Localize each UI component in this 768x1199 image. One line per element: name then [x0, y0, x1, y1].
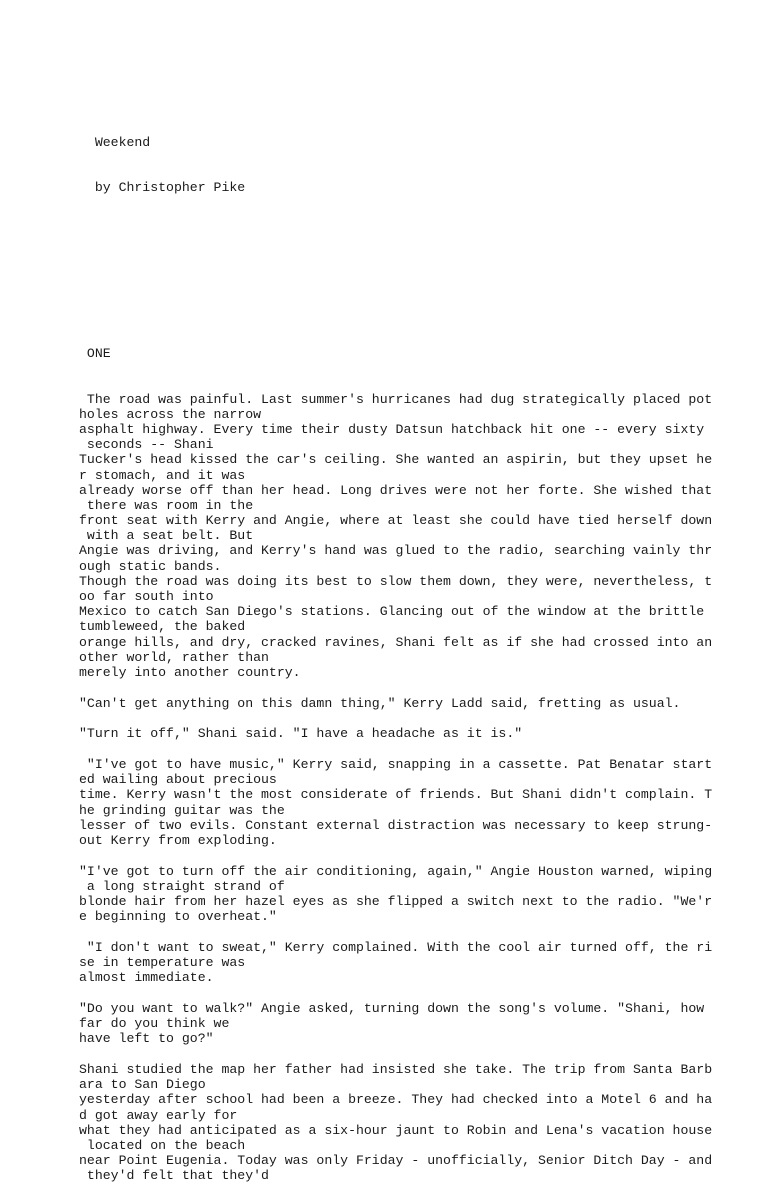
text-line: oo far south into	[79, 589, 214, 604]
text-line: located on the beach	[79, 1137, 246, 1153]
text-line: e beginning to overheat."	[79, 909, 277, 925]
paragraph-gap	[79, 742, 759, 758]
text-line: asphalt highway. Every time their dusty Datsun hatchback hit one -- every sixty	[79, 421, 705, 437]
body-text	[79, 392, 759, 1184]
text-line: d got away early for	[79, 1107, 238, 1123]
text-line: far do you think we	[79, 1016, 230, 1032]
paragraph	[79, 864, 759, 925]
text-line: r stomach, and it was	[79, 467, 246, 483]
text-line: seconds -- Shani	[79, 437, 214, 453]
text-line: "I don't want to sweat," Kerry complained. With the cool air turned off, the ri	[79, 939, 713, 955]
text-line: lesser of two evils. Constant external distraction was necessary to keep strung-	[79, 817, 713, 833]
chapter-heading: ONE	[79, 346, 111, 362]
document-page	[79, 75, 759, 1199]
text-line: Shani studied the map her father had insisted she take. The trip from Santa Barb	[79, 1062, 713, 1077]
text-line: Though the road was doing its best to slow them down, they were, nevertheless, t	[79, 573, 713, 589]
text-line: near Point Eugenia. Today was only Friday - unofficially, Senior Ditch Day - and	[79, 1153, 713, 1169]
text-line: se in temperature was	[79, 955, 246, 971]
text-line: with a seat belt. But	[79, 528, 254, 544]
paragraph-gap	[79, 1047, 759, 1063]
spacer	[79, 255, 759, 316]
text-line: "I've got to have music," Kerry said, snapping in a cassette. Pat Benatar start	[79, 757, 713, 772]
text-line: front seat with Kerry and Angie, where at least she could have tied herself down	[79, 513, 713, 529]
paragraph-gap	[79, 848, 759, 864]
text-line: yesterday after school had been a breeze. They had checked into a Motel 6 and ha	[79, 1092, 713, 1108]
text-line: holes across the narrow	[79, 406, 262, 422]
text-line: The road was painful. Last summer's hurricanes had dug strategically placed pot	[79, 391, 713, 407]
paragraph	[79, 726, 759, 741]
text-line: orange hills, and dry, cracked ravines, Shani felt as if she had crossed into an	[79, 634, 713, 650]
text-line: "Turn it off," Shani said. "I have a headache as it is."	[79, 726, 523, 742]
paragraph-gap	[79, 680, 759, 696]
book-author: by Christopher Pike	[79, 180, 246, 196]
paragraph	[79, 940, 759, 986]
text-line: what they had anticipated as a six-hour jaunt to Robin and Lena's vacation house	[79, 1122, 713, 1138]
paragraph	[79, 392, 759, 681]
paragraph-gap	[79, 985, 759, 1001]
paragraph	[79, 757, 759, 848]
text-line: Mexico to catch San Diego's stations. Glancing out of the window at the brittle	[79, 604, 705, 620]
paragraph	[79, 1062, 759, 1184]
paragraph	[79, 696, 759, 711]
text-line: Tucker's head kissed the car's ceiling. She wanted an aspirin, but they upset he	[79, 452, 713, 468]
title-block	[79, 105, 759, 225]
paragraph-gap	[79, 711, 759, 727]
text-line: merely into another country.	[79, 664, 301, 680]
text-line: ed wailing about precious	[79, 772, 277, 788]
text-line: have left to go?"	[79, 1031, 214, 1047]
text-line: there was room in the	[79, 497, 254, 513]
book-title: Weekend	[79, 135, 151, 150]
text-line: they'd felt that they'd	[79, 1168, 269, 1184]
text-line: ara to San Diego	[79, 1077, 206, 1093]
text-line: ough static bands.	[79, 558, 222, 574]
text-line: out Kerry from exploding.	[79, 832, 277, 848]
text-line: already worse off than her head. Long drives were not her forte. She wished that	[79, 482, 713, 498]
text-line: he grinding guitar was the	[79, 802, 285, 818]
text-line: "I've got to turn off the air conditioning, again," Angie Houston warned, wiping	[79, 863, 713, 879]
text-line: "Can't get anything on this damn thing," Kerry Ladd said, fretting as usual.	[79, 695, 681, 711]
text-line: "Do you want to walk?" Angie asked, turning down the song's volume. "Shani, how	[79, 1000, 705, 1016]
text-line: blonde hair from her hazel eyes as she flipped a switch next to the radio. "We'r	[79, 894, 713, 909]
paragraph-gap	[79, 924, 759, 940]
text-line: almost immediate.	[79, 970, 214, 986]
text-line: tumbleweed, the baked	[79, 619, 246, 635]
text-line: Angie was driving, and Kerry's hand was glued to the radio, searching vainly thr	[79, 543, 713, 559]
text-line: a long straight strand of	[79, 878, 285, 894]
text-line: other world, rather than	[79, 649, 269, 665]
text-line: time. Kerry wasn't the most considerate of friends. But Shani didn't complain. T	[79, 787, 713, 803]
